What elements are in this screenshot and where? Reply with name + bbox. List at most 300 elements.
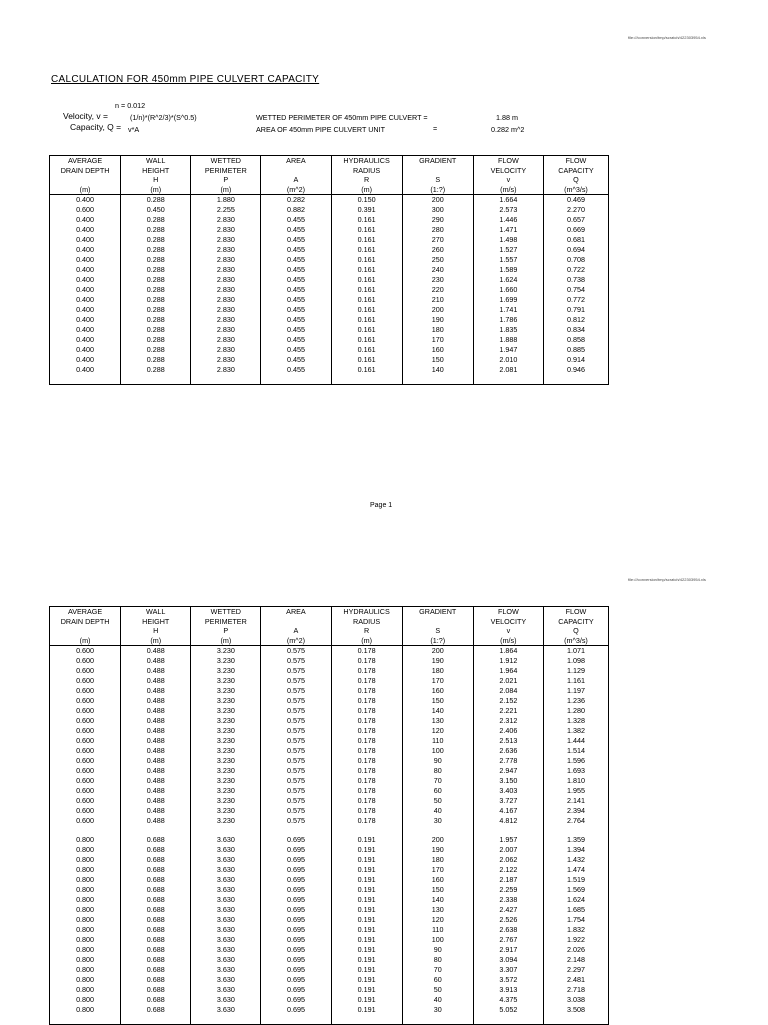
table-row xyxy=(50,985,609,995)
header-cell: S xyxy=(402,175,473,185)
table-cell: 0.694 xyxy=(543,245,608,255)
table-cell: 1.864 xyxy=(473,646,543,657)
table-cell: 3.230 xyxy=(191,716,261,726)
table-cell: 0.288 xyxy=(121,305,191,315)
table-cell: 2.573 xyxy=(473,205,543,215)
table-cell: 1.527 xyxy=(473,245,543,255)
table-cell: 0.688 xyxy=(121,865,191,875)
table-cell: 0.178 xyxy=(331,796,402,806)
header-cell: AVERAGE xyxy=(50,607,121,617)
table-cell: 2.830 xyxy=(191,225,261,235)
table-cell: 2.255 xyxy=(191,205,261,215)
header-cell: GRADIENT xyxy=(402,156,473,166)
table-cell: 2.764 xyxy=(543,816,608,826)
table-cell: 2.481 xyxy=(543,975,608,985)
table-cell: 3.630 xyxy=(191,965,261,975)
table-cell: 0.575 xyxy=(261,746,331,756)
table-cell: 2.148 xyxy=(543,955,608,965)
table-cell: 140 xyxy=(402,365,473,375)
table-cell: 0.488 xyxy=(121,656,191,666)
table-cell: 3.230 xyxy=(191,736,261,746)
header-cell: HEIGHT xyxy=(121,166,191,176)
table-cell: 0.800 xyxy=(50,835,121,845)
table-cell: 0.800 xyxy=(50,1005,121,1015)
table-cell: 3.230 xyxy=(191,746,261,756)
table-cell: 0.455 xyxy=(261,235,331,245)
table-cell: 0.488 xyxy=(121,666,191,676)
header-cell: Q xyxy=(543,175,608,185)
table-cell: 3.630 xyxy=(191,985,261,995)
table-cell: 140 xyxy=(402,706,473,716)
table-cell: 0.161 xyxy=(331,245,402,255)
table-cell: 2.526 xyxy=(473,915,543,925)
table-cell: 0.455 xyxy=(261,295,331,305)
table-cell: 0.191 xyxy=(331,985,402,995)
table-row xyxy=(50,766,609,776)
table-cell: 1.432 xyxy=(543,855,608,865)
table-cell: 2.026 xyxy=(543,945,608,955)
table-cell: 0.575 xyxy=(261,666,331,676)
table-cell: 0.575 xyxy=(261,766,331,776)
table-cell: 0.191 xyxy=(331,915,402,925)
table-cell: 0.400 xyxy=(50,365,121,375)
table-cell: 0.800 xyxy=(50,885,121,895)
table-cell: 0.600 xyxy=(50,806,121,816)
table-cell: 0.455 xyxy=(261,325,331,335)
table-cell: 0.178 xyxy=(331,686,402,696)
header-cell: (m/s) xyxy=(473,636,543,646)
table-cell: 5.052 xyxy=(473,1005,543,1015)
table-cell: 3.913 xyxy=(473,985,543,995)
table-cell: 0.688 xyxy=(121,895,191,905)
table-cell: 1.955 xyxy=(543,786,608,796)
table-cell: 1.444 xyxy=(543,736,608,746)
table-cell: 0.161 xyxy=(331,365,402,375)
table-cell: 0.575 xyxy=(261,736,331,746)
table-cell: 2.830 xyxy=(191,295,261,305)
table-cell: 0.695 xyxy=(261,995,331,1005)
table-cell: 150 xyxy=(402,885,473,895)
table-cell: 0.178 xyxy=(331,656,402,666)
blank-cell xyxy=(191,1015,261,1025)
n-value: n = 0.012 xyxy=(115,101,146,110)
header-cell: PERIMETER xyxy=(191,166,261,176)
table-cell: 3.508 xyxy=(543,1005,608,1015)
table-cell: 0.946 xyxy=(543,365,608,375)
table-cell: 0.455 xyxy=(261,275,331,285)
table-cell: 0.488 xyxy=(121,736,191,746)
table-cell: 2.767 xyxy=(473,935,543,945)
blank-cell xyxy=(331,826,402,835)
table-cell: 0.914 xyxy=(543,355,608,365)
table-cell: 0.688 xyxy=(121,835,191,845)
header-cell: P xyxy=(191,175,261,185)
table-cell: 0.600 xyxy=(50,716,121,726)
table-cell: 2.947 xyxy=(473,766,543,776)
table-cell: 2.141 xyxy=(543,796,608,806)
table-cell: 0.191 xyxy=(331,945,402,955)
table-cell: 0.695 xyxy=(261,915,331,925)
table-cell: 3.230 xyxy=(191,726,261,736)
table-cell: 0.695 xyxy=(261,895,331,905)
table-cell: 0.688 xyxy=(121,985,191,995)
header-cell: (m) xyxy=(331,185,402,195)
table-cell: 1.498 xyxy=(473,235,543,245)
table-row xyxy=(50,925,609,935)
table-row xyxy=(50,686,609,696)
table-cell: 0.575 xyxy=(261,776,331,786)
header-row xyxy=(50,607,609,617)
header-cell: RADIUS xyxy=(331,166,402,176)
table-cell: 200 xyxy=(402,835,473,845)
wetted-perimeter-value: 1.88 m xyxy=(496,113,518,122)
table-cell: 2.636 xyxy=(473,746,543,756)
table-cell: 0.488 xyxy=(121,756,191,766)
table-cell: 60 xyxy=(402,786,473,796)
table-cell: 1.786 xyxy=(473,315,543,325)
table-cell: 0.688 xyxy=(121,955,191,965)
table-row xyxy=(50,875,609,885)
blank-row xyxy=(50,1015,609,1025)
velocity-label: Velocity, v = xyxy=(63,111,108,121)
table-cell: 0.288 xyxy=(121,335,191,345)
table-cell: 30 xyxy=(402,816,473,826)
table-cell: 1.957 xyxy=(473,835,543,845)
table-cell: 0.575 xyxy=(261,706,331,716)
table-cell: 3.630 xyxy=(191,955,261,965)
table-cell: 40 xyxy=(402,995,473,1005)
table-cell: 2.778 xyxy=(473,756,543,766)
header-cell: H xyxy=(121,626,191,636)
table-cell: 2.007 xyxy=(473,845,543,855)
table-cell: 0.738 xyxy=(543,275,608,285)
table-cell: 0.191 xyxy=(331,845,402,855)
table-cell: 2.830 xyxy=(191,245,261,255)
table-cell: 2.830 xyxy=(191,335,261,345)
header-cell: H xyxy=(121,175,191,185)
table-row xyxy=(50,245,609,255)
table-cell: 0.191 xyxy=(331,835,402,845)
table-cell: 0.488 xyxy=(121,776,191,786)
blank-cell xyxy=(473,1015,543,1025)
blank-cell xyxy=(121,375,191,385)
table-row xyxy=(50,736,609,746)
table-cell: 3.630 xyxy=(191,885,261,895)
table-cell: 3.230 xyxy=(191,646,261,657)
table-cell: 200 xyxy=(402,646,473,657)
header-cell: WALL xyxy=(121,607,191,617)
header-cell: (m^3/s) xyxy=(543,185,608,195)
table-cell: 0.469 xyxy=(543,195,608,206)
table-cell: 0.791 xyxy=(543,305,608,315)
header-cell: A xyxy=(261,626,331,636)
table-cell: 0.161 xyxy=(331,295,402,305)
table-cell: 3.630 xyxy=(191,1005,261,1015)
table-cell: 0.800 xyxy=(50,865,121,875)
header-cell: (m) xyxy=(191,636,261,646)
wetted-perimeter-label: WETTED PERIMETER OF 450mm PIPE CULVERT = xyxy=(256,113,428,122)
table-cell: 1.446 xyxy=(473,215,543,225)
table-cell: 0.455 xyxy=(261,245,331,255)
table-cell: 1.888 xyxy=(473,335,543,345)
table-cell: 0.455 xyxy=(261,305,331,315)
header-cell: (m^3/s) xyxy=(543,636,608,646)
table-cell: 3.630 xyxy=(191,935,261,945)
table-cell: 3.630 xyxy=(191,975,261,985)
table-cell: 1.071 xyxy=(543,646,608,657)
table-cell: 0.600 xyxy=(50,706,121,716)
table-cell: 0.161 xyxy=(331,315,402,325)
table-cell: 0.600 xyxy=(50,696,121,706)
table-cell: 0.288 xyxy=(121,295,191,305)
table-cell: 1.912 xyxy=(473,656,543,666)
table-cell: 0.575 xyxy=(261,756,331,766)
table-cell: 1.947 xyxy=(473,345,543,355)
table-cell: 0.288 xyxy=(121,315,191,325)
table-cell: 2.830 xyxy=(191,215,261,225)
table-cell: 0.600 xyxy=(50,736,121,746)
table-cell: 0.488 xyxy=(121,796,191,806)
table-cell: 0.688 xyxy=(121,925,191,935)
table-cell: 190 xyxy=(402,315,473,325)
table-cell: 0.600 xyxy=(50,205,121,215)
table-cell: 70 xyxy=(402,776,473,786)
table-row xyxy=(50,865,609,875)
table-cell: 3.230 xyxy=(191,766,261,776)
table-cell: 1.624 xyxy=(473,275,543,285)
table-cell: 0.688 xyxy=(121,875,191,885)
table-cell: 3.630 xyxy=(191,925,261,935)
table-cell: 2.830 xyxy=(191,345,261,355)
table-cell: 0.178 xyxy=(331,646,402,657)
table-cell: 2.312 xyxy=(473,716,543,726)
table-cell: 80 xyxy=(402,766,473,776)
table-cell: 3.230 xyxy=(191,776,261,786)
table-cell: 0.455 xyxy=(261,315,331,325)
blank-cell xyxy=(191,375,261,385)
blank-cell xyxy=(473,826,543,835)
table-cell: 2.830 xyxy=(191,315,261,325)
header-cell: CAPACITY xyxy=(543,617,608,627)
table-cell: 2.830 xyxy=(191,365,261,375)
table-cell: 0.191 xyxy=(331,955,402,965)
table-cell: 0.288 xyxy=(121,215,191,225)
table-cell: 3.630 xyxy=(191,945,261,955)
table-cell: 0.754 xyxy=(543,285,608,295)
table-cell: 0.455 xyxy=(261,225,331,235)
table-cell: 0.191 xyxy=(331,885,402,895)
table-cell: 130 xyxy=(402,905,473,915)
table-cell: 0.688 xyxy=(121,965,191,975)
table-row xyxy=(50,796,609,806)
table-cell: 0.400 xyxy=(50,335,121,345)
table-cell: 140 xyxy=(402,895,473,905)
table-row xyxy=(50,215,609,225)
table-cell: 1.880 xyxy=(191,195,261,206)
table-cell: 2.638 xyxy=(473,925,543,935)
capacity-table-2 xyxy=(49,606,609,1025)
table-cell: 0.161 xyxy=(331,325,402,335)
table-cell: 0.150 xyxy=(331,195,402,206)
table-cell: 0.488 xyxy=(121,806,191,816)
table-cell: 0.191 xyxy=(331,1005,402,1015)
table-row xyxy=(50,315,609,325)
table-cell: 170 xyxy=(402,676,473,686)
table-cell: 0.488 xyxy=(121,746,191,756)
table-cell: 1.596 xyxy=(543,756,608,766)
table-cell: 0.600 xyxy=(50,686,121,696)
table-cell: 1.685 xyxy=(543,905,608,915)
area-equals: = xyxy=(433,124,438,133)
table-cell: 0.178 xyxy=(331,746,402,756)
table-cell: 0.178 xyxy=(331,666,402,676)
table-cell: 0.400 xyxy=(50,315,121,325)
table-cell: 0.455 xyxy=(261,285,331,295)
table-cell: 2.513 xyxy=(473,736,543,746)
header-cell: A xyxy=(261,175,331,185)
table-cell: 1.328 xyxy=(543,716,608,726)
table-row xyxy=(50,205,609,215)
blank-cell xyxy=(50,1015,121,1025)
table-cell: 0.695 xyxy=(261,1005,331,1015)
blank-row xyxy=(50,826,609,835)
table-cell: 2.338 xyxy=(473,895,543,905)
table-cell: 2.122 xyxy=(473,865,543,875)
table-cell: 0.800 xyxy=(50,905,121,915)
table-cell: 2.152 xyxy=(473,696,543,706)
table-cell: 3.230 xyxy=(191,816,261,826)
table-cell: 40 xyxy=(402,806,473,816)
table-cell: 0.800 xyxy=(50,965,121,975)
table-cell: 2.406 xyxy=(473,726,543,736)
table-cell: 2.021 xyxy=(473,676,543,686)
table-cell: 0.450 xyxy=(121,205,191,215)
table-cell: 2.830 xyxy=(191,235,261,245)
table-cell: 0.800 xyxy=(50,975,121,985)
table-cell: 1.832 xyxy=(543,925,608,935)
table-cell: 2.394 xyxy=(543,806,608,816)
file-path-2: file:///conversion/tmp/scratch/422303954.xls xyxy=(628,577,706,582)
table-cell: 160 xyxy=(402,686,473,696)
capacity-label: Capacity, Q = xyxy=(70,122,122,132)
table-row xyxy=(50,915,609,925)
table-cell: 0.161 xyxy=(331,335,402,345)
table-cell: 270 xyxy=(402,235,473,245)
table-cell: 0.178 xyxy=(331,676,402,686)
table-cell: 0.178 xyxy=(331,756,402,766)
table-cell: 0.812 xyxy=(543,315,608,325)
table-cell: 190 xyxy=(402,845,473,855)
table-cell: 0.800 xyxy=(50,855,121,865)
table-row xyxy=(50,776,609,786)
table-row xyxy=(50,365,609,375)
table-cell: 0.178 xyxy=(331,816,402,826)
table-cell: 0.288 xyxy=(121,285,191,295)
table-cell: 1.569 xyxy=(543,885,608,895)
header-cell: PERIMETER xyxy=(191,617,261,627)
table-cell: 2.259 xyxy=(473,885,543,895)
table-cell: 0.708 xyxy=(543,255,608,265)
table-cell: 110 xyxy=(402,736,473,746)
table-cell: 1.519 xyxy=(543,875,608,885)
table-cell: 3.630 xyxy=(191,835,261,845)
table-cell: 3.230 xyxy=(191,786,261,796)
header-cell: (m^2) xyxy=(261,636,331,646)
header-cell: WETTED xyxy=(191,156,261,166)
table-cell: 3.403 xyxy=(473,786,543,796)
table-cell: 2.062 xyxy=(473,855,543,865)
table-cell: 0.191 xyxy=(331,895,402,905)
table-cell: 0.288 xyxy=(121,325,191,335)
header-cell: (1:?) xyxy=(402,185,473,195)
table-cell: 0.488 xyxy=(121,686,191,696)
table-row xyxy=(50,756,609,766)
table-cell: 0.178 xyxy=(331,786,402,796)
table-cell: 250 xyxy=(402,255,473,265)
table-cell: 0.600 xyxy=(50,786,121,796)
header-cell: Q xyxy=(543,626,608,636)
table-cell: 0.695 xyxy=(261,945,331,955)
header-cell: P xyxy=(191,626,261,636)
table-cell: 160 xyxy=(402,875,473,885)
table-cell: 0.288 xyxy=(121,265,191,275)
table-cell: 3.230 xyxy=(191,686,261,696)
table-row xyxy=(50,696,609,706)
table-cell: 0.161 xyxy=(331,275,402,285)
table-cell: 1.514 xyxy=(543,746,608,756)
header-cell: (m^2) xyxy=(261,185,331,195)
table-cell: 0.161 xyxy=(331,255,402,265)
table-cell: 300 xyxy=(402,205,473,215)
table-cell: 1.557 xyxy=(473,255,543,265)
table-cell: 0.178 xyxy=(331,806,402,816)
table-cell: 2.917 xyxy=(473,945,543,955)
header-cell xyxy=(261,617,331,627)
table-cell: 290 xyxy=(402,215,473,225)
table-cell: 2.221 xyxy=(473,706,543,716)
table-cell: 0.288 xyxy=(121,275,191,285)
table-cell: 0.488 xyxy=(121,646,191,657)
table-cell: 0.161 xyxy=(331,235,402,245)
table-row xyxy=(50,1005,609,1015)
table-cell: 0.178 xyxy=(331,696,402,706)
table-cell: 0.575 xyxy=(261,716,331,726)
table-cell: 0.191 xyxy=(331,965,402,975)
table-row xyxy=(50,335,609,345)
blank-cell xyxy=(402,375,473,385)
header-cell: WETTED xyxy=(191,607,261,617)
table-cell: 3.230 xyxy=(191,676,261,686)
blank-cell xyxy=(331,375,402,385)
table-row xyxy=(50,895,609,905)
table-cell: 50 xyxy=(402,796,473,806)
table-row xyxy=(50,935,609,945)
table-row xyxy=(50,885,609,895)
table-cell: 0.688 xyxy=(121,885,191,895)
table-cell: 0.695 xyxy=(261,865,331,875)
header-cell: CAPACITY xyxy=(543,166,608,176)
table-cell: 200 xyxy=(402,305,473,315)
table-cell: 3.630 xyxy=(191,995,261,1005)
header-cell xyxy=(50,175,121,185)
table-row xyxy=(50,945,609,955)
table-cell: 0.688 xyxy=(121,915,191,925)
table-cell: 0.772 xyxy=(543,295,608,305)
header-row xyxy=(50,156,609,166)
table-cell: 0.191 xyxy=(331,875,402,885)
blank-cell xyxy=(261,1015,331,1025)
header-cell: (m) xyxy=(331,636,402,646)
